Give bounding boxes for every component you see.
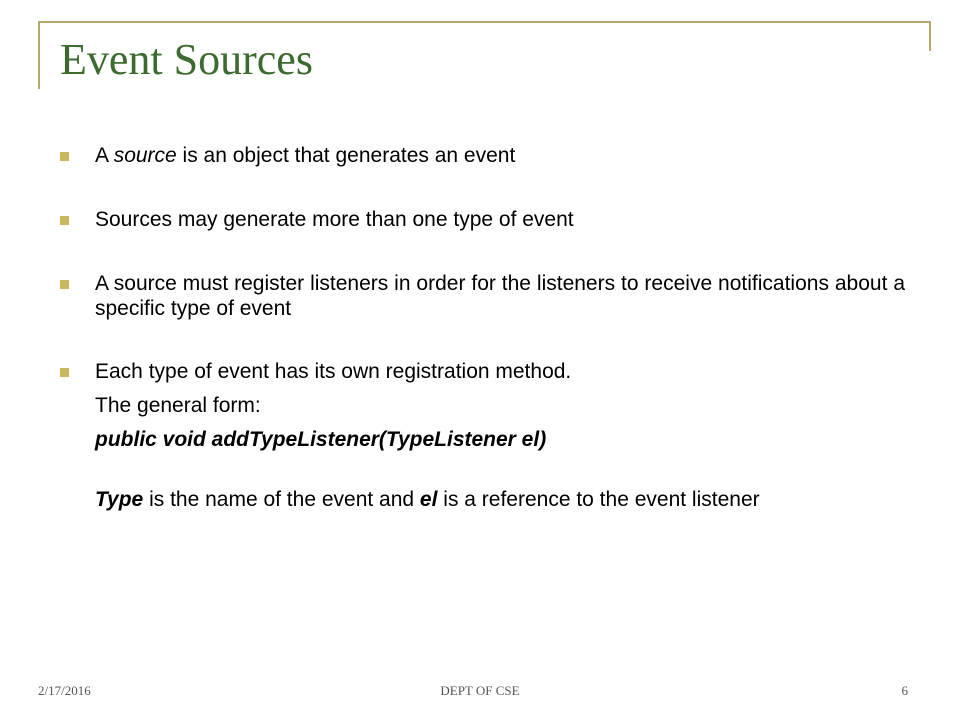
bullet-text: is an object that generates an event [176,144,516,167]
square-bullet-icon [60,368,69,377]
note-text: is a reference to the event listener [437,488,760,511]
bullet-item [60,271,905,321]
bullet-text: A [95,144,114,167]
slide-title: Event Sources [60,35,313,84]
bullet-text: Sources may generate more than one type of event [95,208,574,231]
footer-page-number: 6 [901,683,908,698]
bullet-text: A source must register listeners in order for the listeners to receive notifications about a specific type of event [95,272,905,320]
note-text: is the name of the event and [143,488,420,511]
note-term-el: el [419,488,438,511]
frame-left-line [38,21,40,89]
frame-right-line [929,21,931,51]
bullet-text: Each type of event has its own registration method. [95,360,572,383]
method-signature: public void addTypeListener(TypeListener el) [95,428,547,451]
bullet-emphasis: source [113,144,177,167]
slide-content [60,143,905,512]
general-form-label: The general form: [95,394,261,417]
square-bullet-icon [60,216,69,225]
footer-department: DEPT OF CSE [440,683,520,698]
footer-date: 2/17/2016 [38,683,91,698]
method-note [60,487,905,512]
frame-top-line [38,21,931,23]
bullet-item [60,143,905,168]
bullet-item [60,359,905,384]
square-bullet-icon [60,280,69,289]
square-bullet-icon [60,152,69,161]
note-term-type: Type [95,488,144,511]
bullet-item [60,207,905,232]
